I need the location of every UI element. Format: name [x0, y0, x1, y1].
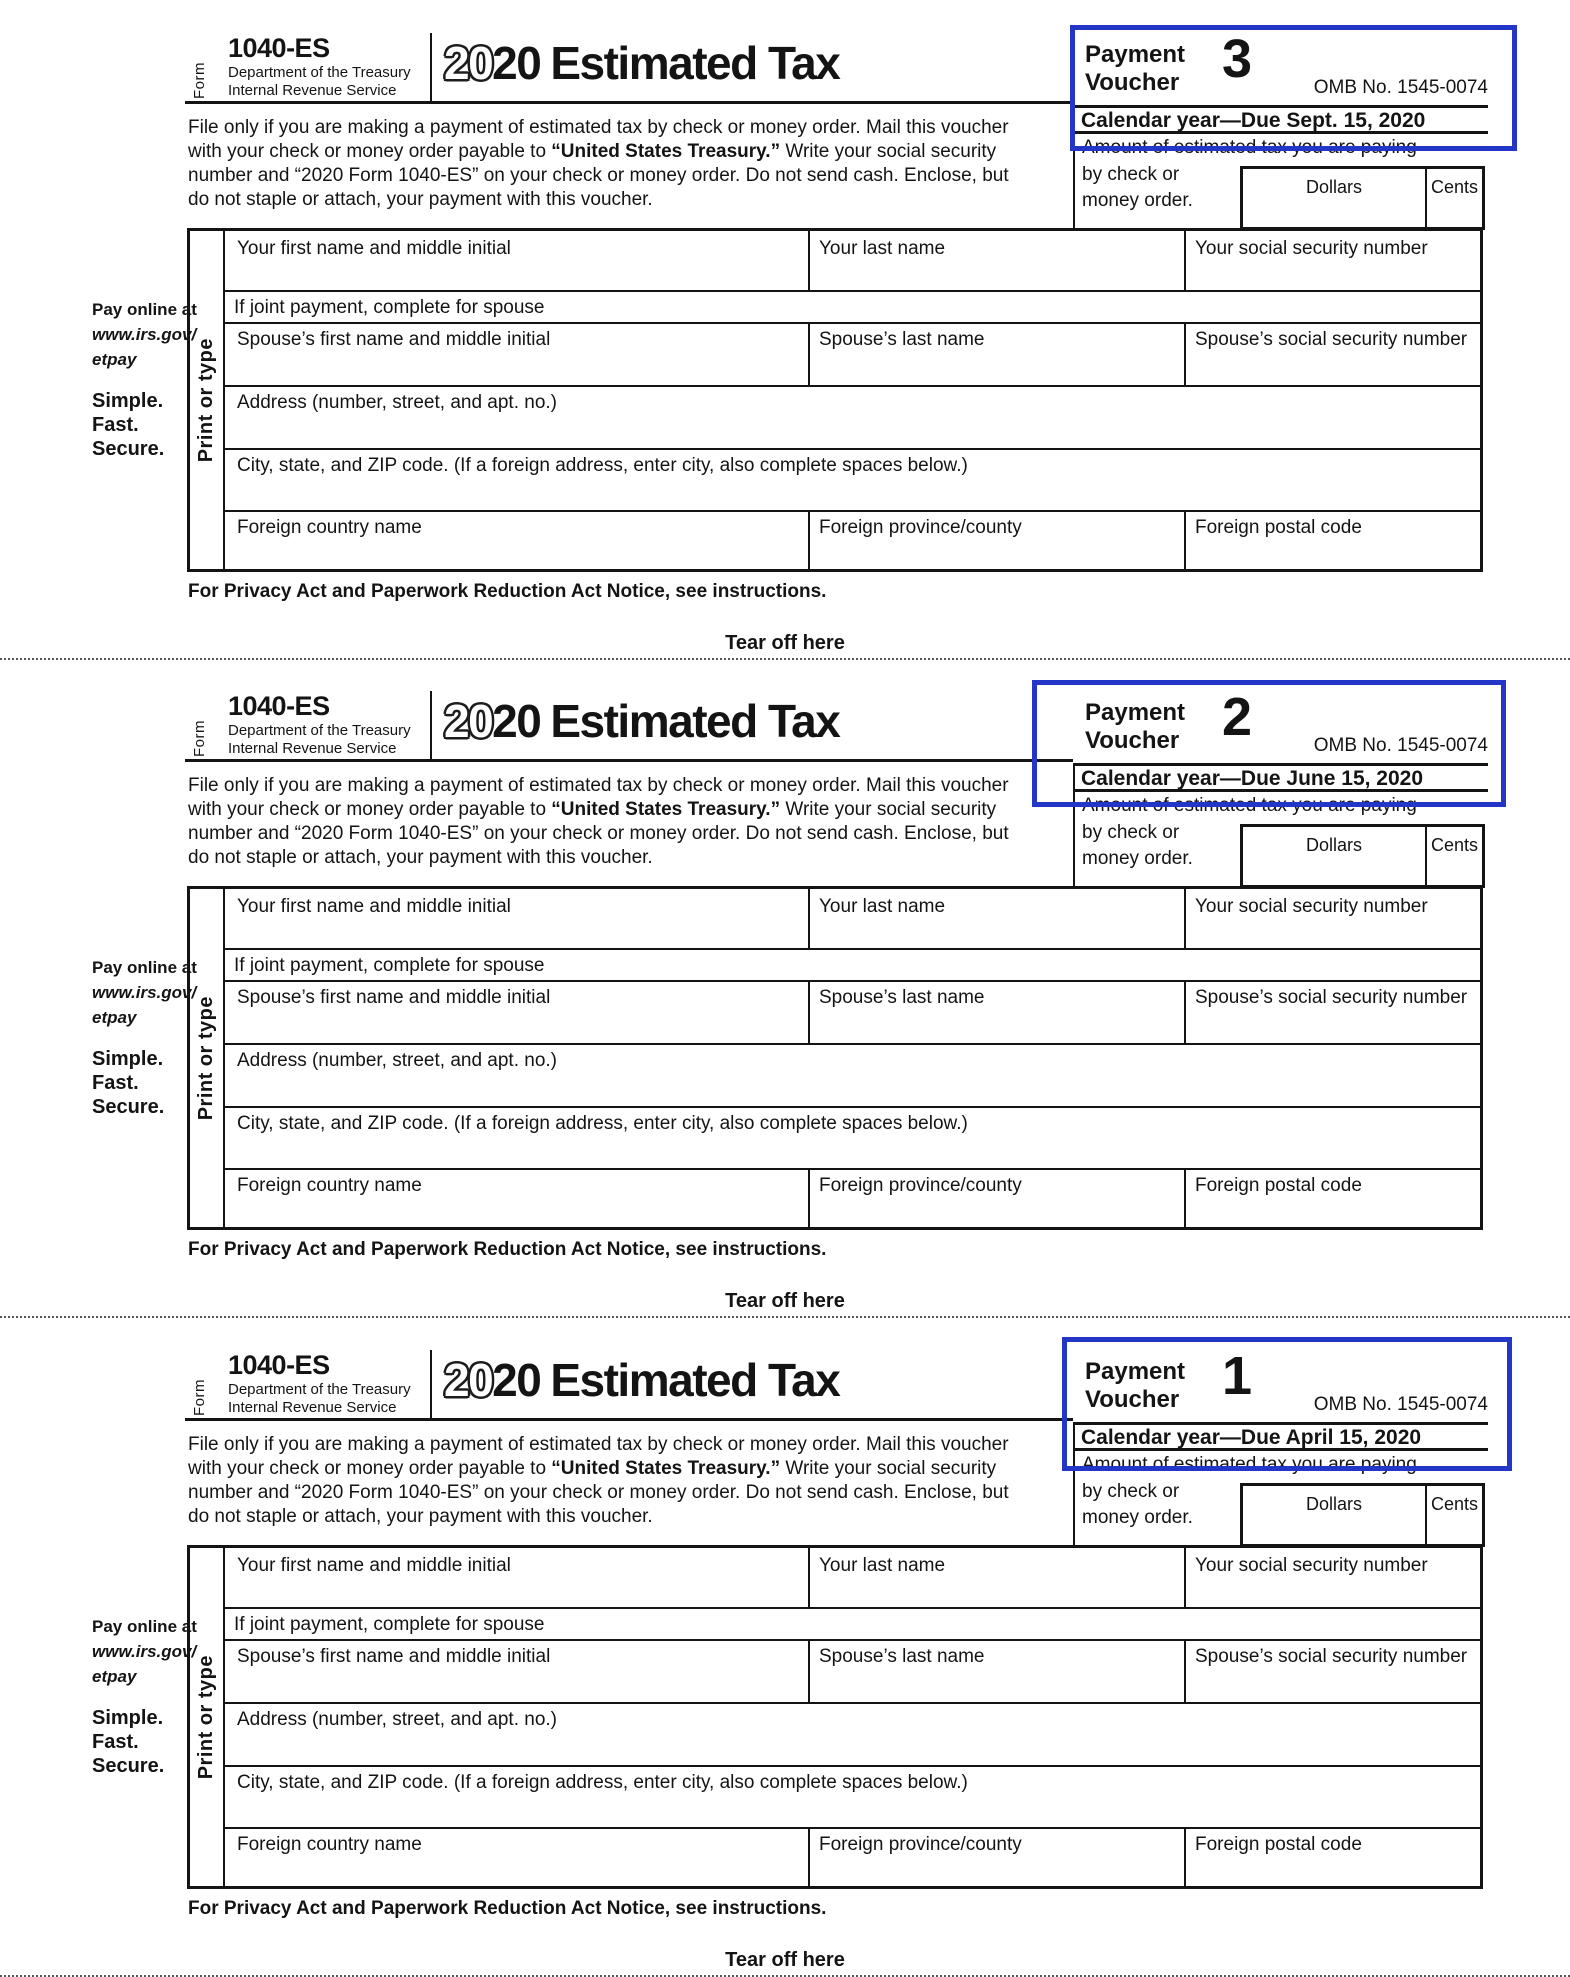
cents-label: Cents [1430, 177, 1479, 197]
foreign-country-label: Foreign country name [237, 1175, 422, 1196]
agency-lines [228, 64, 411, 100]
column-divider [1184, 322, 1186, 385]
title-text: Estimated Tax [550, 37, 840, 89]
fast-line: Fast. [92, 1072, 139, 1094]
voucher-section-2 [0, 658, 1570, 1316]
row-divider [225, 948, 1480, 950]
pay-online-line1: Pay online at [92, 958, 197, 977]
print-or-type-bar [190, 889, 225, 1227]
form-label: Form [191, 62, 208, 99]
name-address-table [187, 1545, 1483, 1889]
instructions-part1: File only if you are making a payment of estimated tax by check or money order. Mail this voucher with your check or money order payable to [188, 1434, 1009, 1479]
row-divider [225, 510, 1480, 512]
row-divider [225, 1106, 1480, 1108]
column-divider [808, 980, 810, 1043]
print-or-type-label: Print or type [195, 1654, 217, 1780]
simple-fast-secure-note [92, 1047, 164, 1119]
header-rule [185, 1418, 1073, 1421]
column-divider [808, 1168, 810, 1227]
amount-entry-box [1240, 824, 1485, 888]
column-divider [808, 1639, 810, 1702]
column-divider [1184, 1168, 1186, 1227]
spouse-first-name-label: Spouse’s first name and middle initial [237, 987, 551, 1008]
title-text: Estimated Tax [550, 695, 840, 747]
row-divider [225, 1765, 1480, 1767]
form-title [444, 1353, 839, 1407]
irs-line: Internal Revenue Service [228, 82, 397, 99]
name-address-table [187, 886, 1483, 1230]
spouse-last-name-label: Spouse’s last name [819, 1646, 985, 1667]
row-divider [225, 290, 1480, 292]
tear-off-label: Tear off here [725, 632, 845, 654]
joint-payment-label: If joint payment, complete for spouse [234, 955, 545, 976]
print-or-type-label: Print or type [195, 337, 217, 463]
form-number: 1040-ES [228, 1350, 330, 1380]
pay-online-url2: etpay [92, 1008, 137, 1027]
instructions-part2: Write your social security number and “2020 Form 1040-ES” on your check or money order. Do not send cash. Enclose, but do not staple or attach, your payment with this voucher. [188, 141, 1009, 210]
amount-caption-2: by check or [1082, 822, 1180, 843]
first-name-label: Your first name and middle initial [237, 1555, 511, 1576]
amount-caption-3: money order. [1082, 848, 1193, 869]
spouse-last-name-label: Spouse’s last name [819, 987, 985, 1008]
pay-online-note [92, 297, 197, 372]
highlight-annotation [1070, 25, 1517, 151]
voucher-number: 1 [1222, 1346, 1253, 1406]
voucher-number: 2 [1222, 687, 1253, 747]
highlight-annotation [1062, 1337, 1512, 1471]
header-rule [185, 759, 1073, 762]
pay-online-url2: etpay [92, 350, 137, 369]
simple-line: Simple. [92, 390, 164, 412]
city-state-zip-label: City, state, and ZIP code. (If a foreign address, enter city, also complete spaces below.) [237, 1113, 968, 1134]
foreign-province-label: Foreign province/county [819, 517, 1022, 538]
secure-line: Secure. [92, 438, 165, 460]
privacy-act-notice: For Privacy Act and Paperwork Reduction Act Notice, see instructions. [188, 1898, 827, 1919]
foreign-postal-label: Foreign postal code [1195, 1175, 1362, 1196]
title-year-solid: 20 [492, 1354, 541, 1406]
spouse-ssn-label: Spouse’s social security number [1195, 1646, 1468, 1667]
column-divider [808, 1548, 810, 1607]
ssn-label: Your social security number [1195, 1555, 1428, 1576]
simple-line: Simple. [92, 1048, 164, 1070]
row-divider [225, 448, 1480, 450]
spouse-ssn-label: Spouse’s social security number [1195, 329, 1468, 350]
tear-off-label: Tear off here [725, 1949, 845, 1971]
ssn-label: Your social security number [1195, 238, 1428, 259]
joint-payment-label: If joint payment, complete for spouse [234, 1614, 545, 1635]
voucher-word: Voucher [1085, 69, 1180, 96]
omb-number: OMB No. 1545-0074 [1313, 735, 1488, 756]
privacy-act-notice: For Privacy Act and Paperwork Reduction Act Notice, see instructions. [188, 581, 827, 602]
amount-caption-3: money order. [1082, 190, 1193, 211]
fast-line: Fast. [92, 414, 139, 436]
amount-caption-1: Amount of estimated tax you are paying [1082, 1454, 1417, 1475]
ssn-label: Your social security number [1195, 896, 1428, 917]
column-divider [1184, 1639, 1186, 1702]
last-name-label: Your last name [819, 1555, 946, 1576]
title-year-solid: 20 [492, 37, 541, 89]
instructions-paragraph [188, 116, 1020, 212]
column-divider [808, 231, 810, 290]
calendar-due-row: Calendar year—Due April 15, 2020 [1073, 1422, 1488, 1451]
cents-label: Cents [1430, 1494, 1479, 1514]
pay-online-note [92, 955, 197, 1030]
foreign-postal-label: Foreign postal code [1195, 517, 1362, 538]
simple-fast-secure-note [92, 1706, 164, 1778]
pay-online-note [92, 1614, 197, 1689]
instructions-payee-bold: “United States Treasury.” [551, 1458, 781, 1479]
amount-caption-1: Amount of estimated tax you are paying [1082, 137, 1417, 158]
last-name-label: Your last name [819, 238, 946, 259]
row-divider [225, 1043, 1480, 1045]
form-title [444, 694, 839, 748]
spouse-ssn-label: Spouse’s social security number [1195, 987, 1468, 1008]
last-name-label: Your last name [819, 896, 946, 917]
address-label: Address (number, street, and apt. no.) [237, 1050, 558, 1071]
form-number: 1040-ES [228, 691, 330, 721]
instructions-part2: Write your social security number and “2020 Form 1040-ES” on your check or money order. Do not send cash. Enclose, but do not staple or attach, your payment with this voucher. [188, 799, 1009, 868]
instructions-payee-bold: “United States Treasury.” [551, 799, 781, 820]
dollars-label: Dollars [1305, 177, 1362, 197]
column-divider [1184, 231, 1186, 290]
voucher-section-1 [0, 1317, 1570, 1975]
fast-line: Fast. [92, 1731, 139, 1753]
pay-online-line1: Pay online at [92, 1617, 197, 1636]
address-label: Address (number, street, and apt. no.) [237, 1709, 558, 1730]
column-divider [1184, 510, 1186, 569]
amount-caption-3: money order. [1082, 1507, 1193, 1528]
print-or-type-bar [190, 231, 225, 569]
irs-line: Internal Revenue Service [228, 740, 397, 757]
title-text: Estimated Tax [550, 1354, 840, 1406]
form-title [444, 36, 839, 90]
secure-line: Secure. [92, 1096, 165, 1118]
form-label: Form [191, 720, 208, 757]
spouse-first-name-label: Spouse’s first name and middle initial [237, 329, 551, 350]
row-divider [225, 1168, 1480, 1170]
column-divider [1184, 1548, 1186, 1607]
agency-lines [228, 1381, 411, 1417]
foreign-country-label: Foreign country name [237, 517, 422, 538]
instructions-payee-bold: “United States Treasury.” [551, 141, 781, 162]
dollars-label: Dollars [1305, 1494, 1362, 1514]
form-number: 1040-ES [228, 33, 330, 63]
instructions-paragraph [188, 774, 1020, 870]
instructions-part1: File only if you are making a payment of estimated tax by check or money order. Mail this voucher with your check or money order payable to [188, 775, 1009, 820]
form-label: Form [191, 1379, 208, 1416]
voucher-word: Voucher [1085, 1386, 1180, 1413]
treasury-line: Department of the Treasury [228, 1381, 411, 1398]
column-divider [808, 510, 810, 569]
dollars-label: Dollars [1305, 835, 1362, 855]
title-year-solid: 20 [492, 695, 541, 747]
row-divider [225, 1607, 1480, 1609]
column-divider [808, 889, 810, 948]
foreign-postal-label: Foreign postal code [1195, 1834, 1362, 1855]
header-divider [430, 691, 432, 760]
row-divider [225, 980, 1480, 982]
foreign-province-label: Foreign province/county [819, 1175, 1022, 1196]
payment-word: Payment [1085, 41, 1186, 68]
payment-word: Payment [1085, 699, 1186, 726]
name-address-table [187, 228, 1483, 572]
pay-online-url2: etpay [92, 1667, 137, 1686]
amount-entry-box [1240, 1483, 1485, 1547]
first-name-label: Your first name and middle initial [237, 896, 511, 917]
calendar-due-row: Calendar year—Due Sept. 15, 2020 [1073, 105, 1488, 134]
foreign-province-label: Foreign province/county [819, 1834, 1022, 1855]
print-or-type-label: Print or type [195, 995, 217, 1121]
spouse-last-name-label: Spouse’s last name [819, 329, 985, 350]
amount-entry-box [1240, 166, 1485, 230]
instructions-part1: File only if you are making a payment of estimated tax by check or money order. Mail this voucher with your check or money order payable to [188, 117, 1009, 162]
irs-line: Internal Revenue Service [228, 1399, 397, 1416]
city-state-zip-label: City, state, and ZIP code. (If a foreign address, enter city, also complete spaces below.) [237, 1772, 968, 1793]
omb-number: OMB No. 1545-0074 [1313, 77, 1488, 98]
instructions-paragraph [188, 1433, 1020, 1529]
secure-line: Secure. [92, 1755, 165, 1777]
row-divider [225, 385, 1480, 387]
pay-online-url: www.irs.gov/ [92, 325, 197, 344]
print-or-type-bar [190, 1548, 225, 1886]
calendar-due-row: Calendar year—Due June 15, 2020 [1073, 763, 1488, 792]
pay-online-url: www.irs.gov/ [92, 1642, 197, 1661]
column-divider [1184, 1827, 1186, 1886]
address-label: Address (number, street, and apt. no.) [237, 392, 558, 413]
amount-caption-2: by check or [1082, 164, 1180, 185]
column-divider [808, 1827, 810, 1886]
header-divider [430, 33, 432, 102]
column-divider [1184, 889, 1186, 948]
treasury-line: Department of the Treasury [228, 64, 411, 81]
row-divider [225, 1639, 1480, 1641]
treasury-line: Department of the Treasury [228, 722, 411, 739]
joint-payment-label: If joint payment, complete for spouse [234, 297, 545, 318]
column-divider [808, 322, 810, 385]
highlight-annotation [1032, 680, 1506, 807]
row-divider [225, 1827, 1480, 1829]
pay-online-line1: Pay online at [92, 300, 197, 319]
omb-number: OMB No. 1545-0074 [1313, 1394, 1488, 1415]
voucher-number: 3 [1222, 29, 1253, 89]
voucher-section-3 [0, 0, 1570, 658]
privacy-act-notice: For Privacy Act and Paperwork Reduction Act Notice, see instructions. [188, 1239, 827, 1260]
cents-label: Cents [1430, 835, 1479, 855]
simple-fast-secure-note [92, 389, 164, 461]
title-year-outline: 20 [444, 1354, 493, 1406]
foreign-country-label: Foreign country name [237, 1834, 422, 1855]
pay-online-url: www.irs.gov/ [92, 983, 197, 1002]
simple-line: Simple. [92, 1707, 164, 1729]
title-year-outline: 20 [444, 37, 493, 89]
instructions-part2: Write your social security number and “2020 Form 1040-ES” on your check or money order. Do not send cash. Enclose, but do not staple or attach, your payment with this voucher. [188, 1458, 1009, 1527]
header-rule [185, 101, 1073, 104]
row-divider [225, 322, 1480, 324]
title-year-outline: 20 [444, 695, 493, 747]
header-divider [430, 1350, 432, 1419]
spouse-first-name-label: Spouse’s first name and middle initial [237, 1646, 551, 1667]
agency-lines [228, 722, 411, 758]
voucher-word: Voucher [1085, 727, 1180, 754]
city-state-zip-label: City, state, and ZIP code. (If a foreign address, enter city, also complete spaces below.) [237, 455, 968, 476]
amount-caption-1: Amount of estimated tax you are paying [1082, 795, 1417, 816]
amount-caption-2: by check or [1082, 1481, 1180, 1502]
column-divider [1184, 980, 1186, 1043]
tear-off-label: Tear off here [725, 1290, 845, 1312]
row-divider [225, 1702, 1480, 1704]
payment-word: Payment [1085, 1358, 1186, 1385]
first-name-label: Your first name and middle initial [237, 238, 511, 259]
